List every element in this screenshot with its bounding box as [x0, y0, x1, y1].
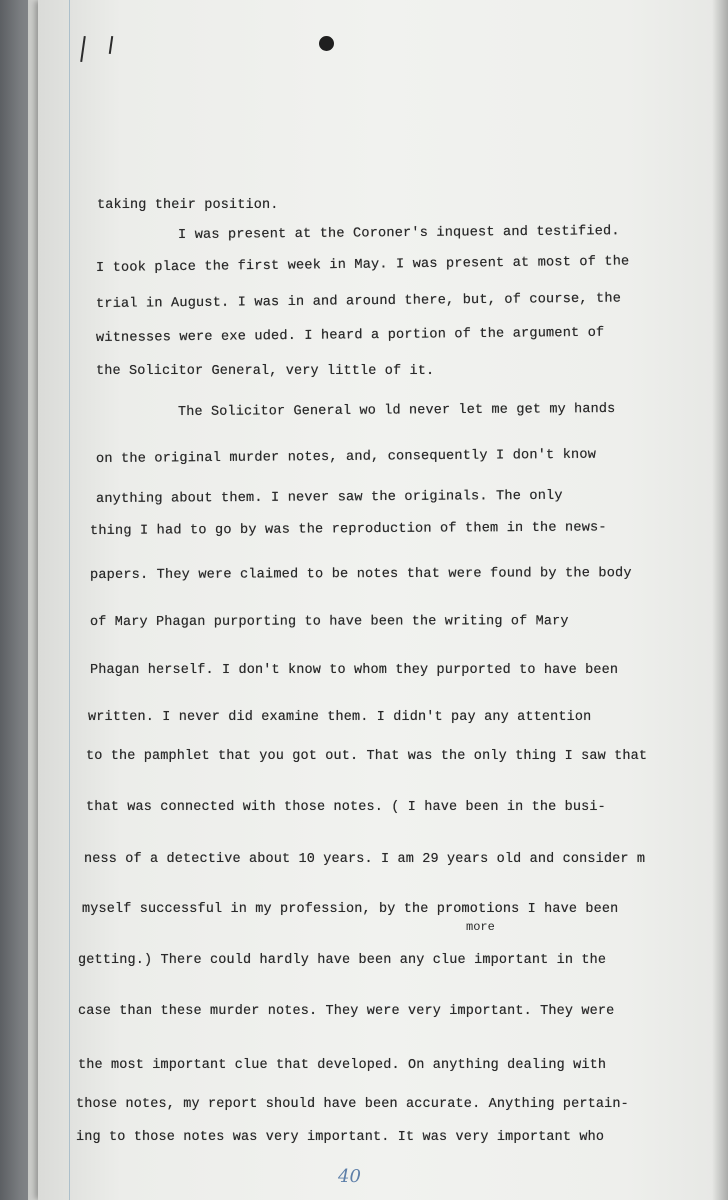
text-line: of Mary Phagan purporting to have been the writing of Mary [89, 614, 569, 630]
text-line: thing I had to go by was the reproduction of them in the news- [89, 520, 607, 539]
text-line: written. I never did examine them. I didn't pay any attention [88, 710, 592, 725]
text-line: trial in August. I was in and around there, but, of course, the [95, 291, 622, 312]
text-line: I was present at the Coroner's inquest and testified. [177, 224, 620, 243]
interlinear-insert: more [466, 920, 495, 934]
text-line: taking their position. [97, 198, 279, 213]
margin-rule [69, 0, 70, 1200]
text-line: papers. They were claimed to be notes that were found by the body [89, 566, 632, 583]
text-line: getting.) There could hardly have been any clue important in the [78, 953, 607, 968]
text-line: that was connected with those notes. ( I have been in the busi- [86, 800, 606, 815]
text-line: myself successful in my profession, by the promotions I have been [82, 902, 619, 917]
text-line: case than these murder notes. They were very important. They were [78, 1004, 615, 1019]
text-line: the most important clue that developed. On anything dealing with [78, 1058, 607, 1073]
typed-page [38, 0, 728, 1200]
text-line: The Solicitor General wo ld never let me get my hands [177, 401, 616, 420]
punch-hole [319, 36, 334, 51]
page-shadow [712, 0, 728, 1200]
text-line: ing to those notes was very important. It was very important who [76, 1130, 605, 1145]
text-line: those notes, my report should have been accurate. Anything pertain- [76, 1097, 629, 1112]
text-line: ness of a detective about 10 years. I am 29 years old and consider m [84, 852, 646, 867]
text-line: on the original murder notes, and, consequently I don't know [95, 447, 597, 467]
text-line: Phagan herself. I don't know to whom they purported to have been [90, 663, 619, 678]
text-line: witnesses were exe uded. I heard a portion of the argument of [95, 325, 605, 346]
text-line: I took place the first week in May. I was present at most of the [95, 254, 630, 276]
text-line: to the pamphlet that you got out. That was the only thing I saw that [86, 749, 648, 764]
page-number: 40 [338, 1166, 361, 1187]
text-line: anything about them. I never saw the originals. The only [95, 488, 563, 507]
text-line: the Solicitor General, very little of it. [96, 364, 435, 379]
